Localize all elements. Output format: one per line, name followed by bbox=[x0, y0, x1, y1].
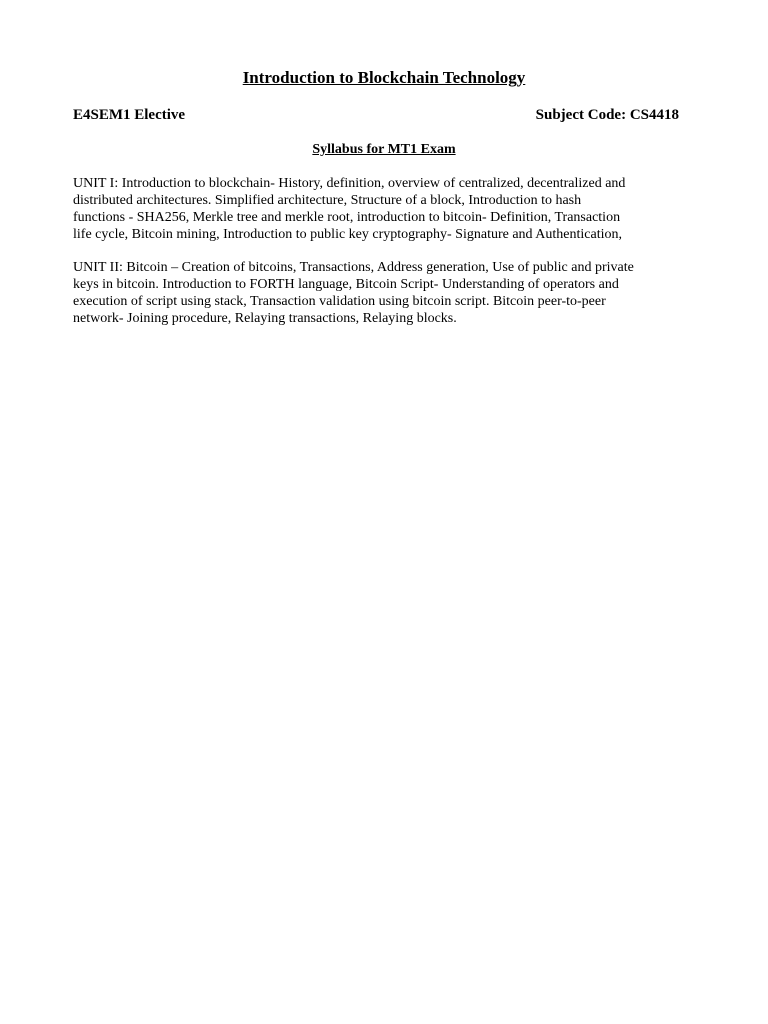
unit-1-line: functions - SHA256, Merkle tree and merkle root, introduction to bitcoin- Definition, Transaction bbox=[73, 210, 621, 225]
unit-1-line: UNIT I: Introduction to blockchain- History, definition, overview of centralized, decentralized and bbox=[73, 176, 626, 191]
elective-label: E4SEM1 Elective bbox=[73, 107, 186, 123]
syllabus-heading: Syllabus for MT1 Exam bbox=[312, 142, 456, 157]
unit-2-line: network- Joining procedure, Relaying transactions, Relaying blocks. bbox=[73, 311, 457, 326]
unit-2-line: UNIT II: Bitcoin – Creation of bitcoins, Transactions, Address generation, Use of public and private bbox=[73, 260, 634, 275]
unit-2-line: keys in bitcoin. Introduction to FORTH language, Bitcoin Script- Understanding of operators and bbox=[73, 277, 619, 292]
course-meta-row bbox=[73, 107, 679, 127]
subject-code-label: Subject Code: CS4418 bbox=[535, 107, 679, 123]
document-title: Introduction to Blockchain Technology bbox=[242, 68, 526, 87]
unit-2-paragraph bbox=[73, 259, 698, 327]
unit-1-line: distributed architectures. Simplified architecture, Structure of a block, Introduction to hash bbox=[73, 193, 582, 208]
unit-2-line: execution of script using stack, Transaction validation using bitcoin script. Bitcoin peer-to-peer bbox=[73, 294, 606, 309]
unit-1-line: life cycle, Bitcoin mining, Introduction to public key cryptography- Signature and Authentication, bbox=[73, 227, 622, 242]
unit-1-paragraph bbox=[73, 175, 698, 243]
